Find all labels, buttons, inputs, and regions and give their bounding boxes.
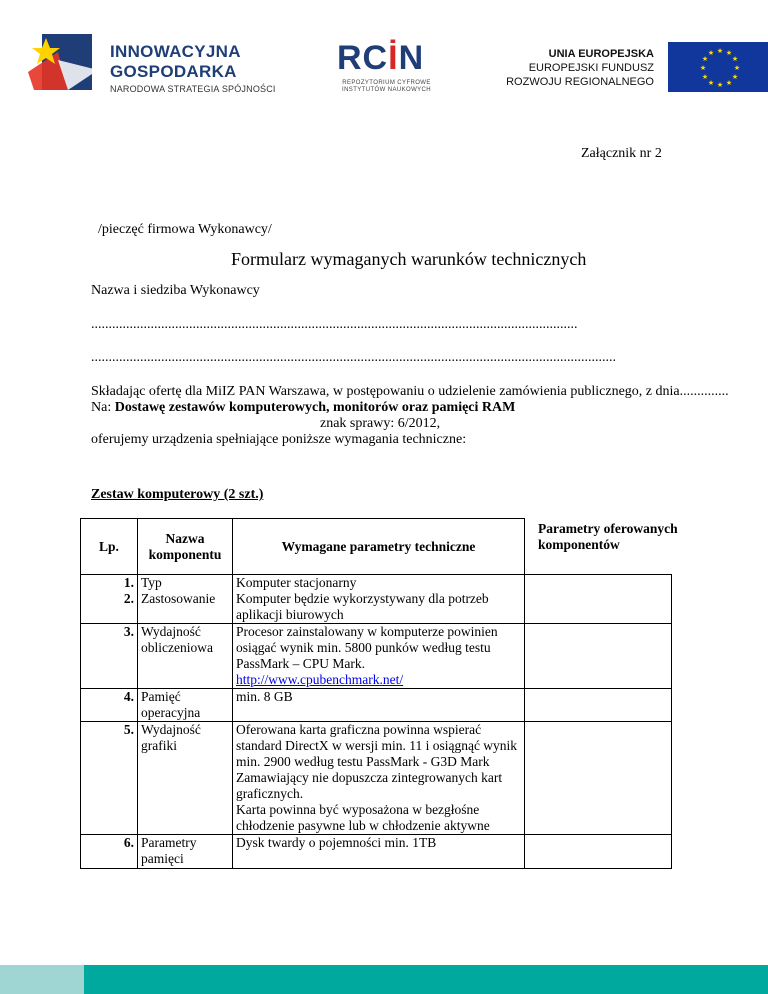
eu-line3: ROZWOJU REGIONALNEGO [506, 76, 654, 88]
svg-text:★: ★ [725, 49, 733, 57]
parametry-cell[interactable] [525, 722, 672, 835]
innowacyjna-gospodarka-logo [28, 30, 98, 94]
svg-text:★: ★ [716, 81, 724, 89]
eu-line2: EUROPEJSKI FUNDUSZ [528, 62, 654, 74]
header-nazwa: Nazwa komponentu [138, 519, 233, 575]
wymagane-2: Komputer będzie wykorzystywany dla potrzeb aplikacji biurowych [236, 591, 489, 622]
svg-text:★: ★ [725, 79, 733, 87]
svg-text:★: ★ [716, 47, 724, 55]
row-lp [81, 835, 138, 869]
header-wymagane: Wymagane parametry techniczne [233, 519, 525, 575]
fill-line-2[interactable]: ...................................................................................................................................................... [91, 350, 616, 365]
nazwa-2: Zastosowanie [141, 591, 216, 606]
eu-line1: UNIA EUROPEJSKA [548, 48, 654, 60]
intro-na-line [91, 400, 731, 416]
ig-line3: NARODOWA STRATEGIA SPÓJNOŚCI [110, 84, 276, 94]
wymagane-5b: Zamawiający nie dopuszcza zintegrowanych kart graficznych. [236, 770, 503, 801]
ig-line2: GOSPODARKA [110, 62, 237, 81]
table-row [81, 722, 672, 835]
innowacyjna-gospodarka-wordmark [110, 42, 276, 96]
nazwa-siedziba-label: Nazwa i siedziba Wykonawcy [91, 283, 260, 298]
intro-znak: znak sprawy: 6/2012, [320, 416, 441, 431]
svg-text:★: ★ [701, 55, 709, 63]
nazwa-5: Wydajność grafiki [138, 722, 233, 835]
lp-3: 3. [123, 624, 134, 639]
rcin-mark-i: İ [388, 39, 399, 77]
header-parametry-cell [525, 519, 672, 575]
nazwa-4: Pamięć operacyjna [138, 689, 233, 722]
fill-line-1[interactable]: ........................................................................................................................................... [91, 317, 578, 332]
svg-text:★: ★ [701, 73, 709, 81]
parametry-cell[interactable] [525, 689, 672, 722]
nazwa-3: Wydajność obliczeniowa [138, 624, 233, 689]
intro-paragraph [91, 384, 731, 448]
row-lp [81, 689, 138, 722]
wymagane-4: min. 8 GB [233, 689, 525, 722]
table-row [81, 575, 672, 624]
wymagane-5: Oferowana karta graficzna powinna wspierać standard DirectX w wersji min. 11 i osiągnąć wynik min. 2900 według testu PassMark - G3D Mark [236, 722, 518, 769]
zalacznik-label: Załącznik nr 2 [581, 146, 662, 161]
svg-text:★: ★ [699, 64, 707, 72]
page-title: Formularz wymaganych warunków technicznych [231, 249, 587, 269]
parametry-cell[interactable] [525, 575, 672, 624]
svg-text:★: ★ [707, 49, 715, 57]
ig-line1: INNOWACYJNA [110, 42, 241, 61]
rcin-sub1: REPOZYTORIUM CYFROWE [342, 80, 431, 86]
table-row [81, 835, 672, 869]
row-lp [81, 575, 138, 624]
nazwa-6: Parametry pamięci [138, 835, 233, 869]
requirements-table [80, 518, 672, 869]
wymagane-6: Dysk twardy o pojemności min. 1TB [233, 835, 525, 869]
rcin-sub2: INSTYTUTÓW NAUKOWYCH [342, 87, 431, 93]
intro-subject: Dostawę zestawów komputerowych, monitorów oraz pamięci RAM [114, 400, 516, 415]
nazwa-1: Typ [141, 575, 162, 590]
table-row [81, 689, 672, 722]
row-lp [81, 722, 138, 835]
header-lp: Lp. [81, 519, 138, 575]
wymagane-3: Procesor zainstalowany w komputerze powinien osiągać wynik min. 5800 punków według testu PassMark – CPU Mark. [236, 624, 498, 671]
rcin-mark-a: RC [337, 39, 389, 77]
svg-text:★: ★ [707, 79, 715, 87]
svg-text:★: ★ [731, 73, 739, 81]
rcin-subtitle [339, 80, 434, 94]
svg-text:★: ★ [731, 55, 739, 63]
section-heading: Zestaw komputerowy (2 szt.) [91, 487, 264, 502]
wymagane-5c: Karta powinna być wyposażona w bezgłośne chłodzenie pasywne lub w chłodzenie aktywne [236, 802, 490, 833]
parametry-cell[interactable] [525, 835, 672, 869]
row-wymagane [233, 575, 525, 624]
lp-6: 6. [123, 835, 134, 850]
cpubenchmark-link[interactable]: http://www.cpubenchmark.net/ [236, 672, 404, 687]
wymagane-1: Komputer stacjonarny [236, 575, 357, 590]
lp-1: 1. [123, 575, 134, 590]
rcin-mark-b: N [398, 39, 425, 77]
svg-text:★: ★ [733, 64, 741, 72]
header-parametry: Parametry oferowanych komponentów [538, 521, 678, 552]
intro-na: Na: [91, 400, 115, 415]
lp-5: 5. [123, 722, 134, 737]
intro-last: oferujemy urządzenia spełniające poniższe wymagania techniczne: [91, 432, 467, 447]
row-wymagane [233, 722, 525, 835]
eu-text [500, 47, 654, 89]
row-lp [81, 624, 138, 689]
rcin-logo [337, 40, 424, 76]
table-header-row [81, 519, 672, 575]
footer-bar-light [0, 965, 84, 994]
eu-flag-icon [668, 42, 768, 92]
footer-bar [84, 965, 768, 994]
parametry-cell[interactable] [525, 624, 672, 689]
row-nazwa [138, 575, 233, 624]
pieczec-label: /pieczęć firmowa Wykonawcy/ [98, 222, 272, 237]
table-row [81, 624, 672, 689]
lp-2: 2. [123, 591, 134, 606]
row-wymagane [233, 624, 525, 689]
lp-4: 4. [123, 689, 134, 704]
intro-line1: Składając ofertę dla MiIZ PAN Warszawa, w postępowaniu o udzielenie zamówienia publicznego, z dnia.............. [91, 384, 729, 399]
